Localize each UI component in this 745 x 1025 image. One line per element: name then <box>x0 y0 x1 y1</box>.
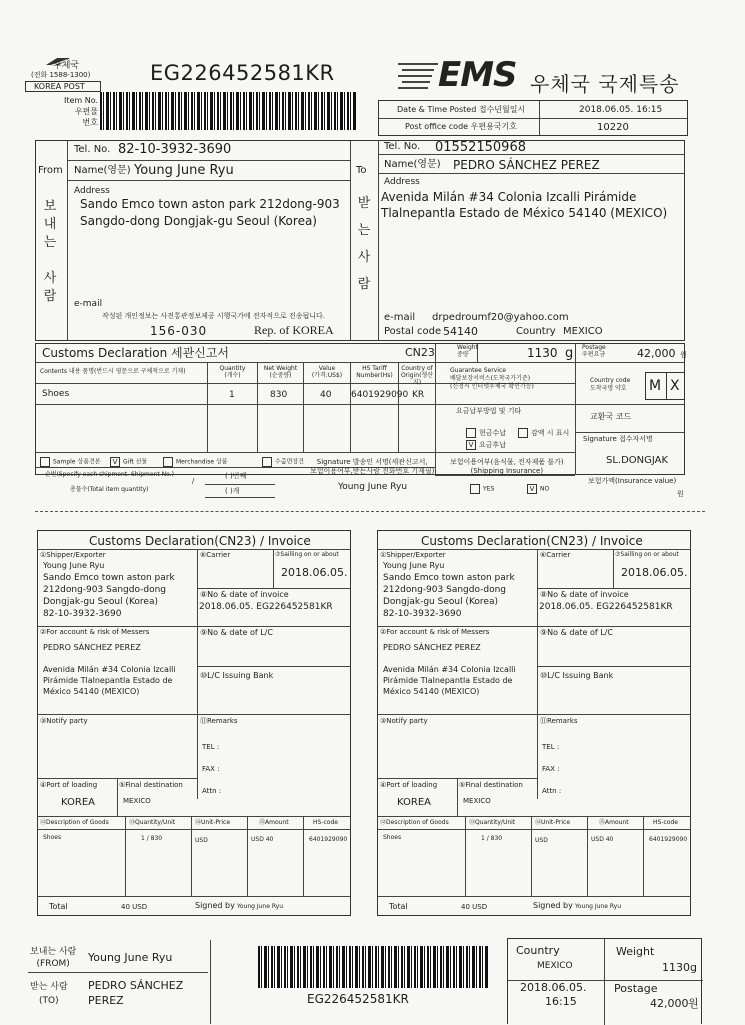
sailing-label: ⑦Sailling on or about <box>615 551 679 558</box>
gift-checkbox[interactable]: V <box>110 457 120 467</box>
col-qty: Quantity (개수) <box>219 365 246 379</box>
footer-to-label: 받는 사람 (TO) <box>30 982 68 1006</box>
receiver-vertical-label: 받 는 사 람 <box>357 196 371 292</box>
hs-label: HS-code <box>653 819 678 826</box>
korea-post-kr: 우체국 <box>53 61 80 71</box>
customs-cn23: CN23 <box>405 346 435 359</box>
amount-label: ⑮Amount <box>259 819 289 826</box>
ems-title-kr: 우체국 국제특송 <box>530 72 680 96</box>
qty-label: ⑬Quantity/Unit <box>469 819 516 826</box>
from-label: From <box>38 165 63 176</box>
country-code-box-1: M <box>645 372 667 400</box>
country-code-label: Country code 도착국명 약호 <box>590 377 631 392</box>
footer-to-name: PEDRO SÁNCHEZ PEREZ <box>88 979 184 1007</box>
customs-weight-unit: g <box>565 346 574 361</box>
item-origin: KR <box>412 390 425 400</box>
remarks-label: ⑪Remarks <box>200 717 238 725</box>
account-label: ②For account & risk of Messers <box>40 628 150 636</box>
other-option[interactable]: 수출면장건 <box>262 457 304 467</box>
desc-label: ⑫Description of Goods <box>40 819 109 826</box>
sailing-date: 2018.06.05. <box>281 566 348 579</box>
receiver-name-label: Name(영문) <box>384 159 441 170</box>
card-checkbox[interactable] <box>518 428 528 438</box>
footer-postage: 42,000 <box>650 997 689 1010</box>
sender-address-line2: Sangdo-dong Dongjak-gu Seoul (Korea) <box>80 214 317 228</box>
receiver-country-label: Country <box>516 326 556 337</box>
item-value: 40 <box>320 390 332 400</box>
item-desc: Shoes <box>43 834 62 841</box>
col-weight: Net Weight (순중량) <box>263 365 298 379</box>
item-unit: USD <box>195 837 208 844</box>
port-label: ④Port of loading <box>40 781 98 789</box>
dest: MEXICO <box>463 797 491 805</box>
customs-weight: 1130 <box>527 346 558 360</box>
cash-checkbox[interactable] <box>466 428 476 438</box>
account-info: PEDRO SÁNCHEZ PEREZ Avenida Milán #34 Colonia Izcalli Pirámide Tlalnepantla Estado de México 54140 (MEXICO) <box>383 643 516 696</box>
korea-post-logo <box>25 52 103 92</box>
sender-name-label: Name(영문) <box>74 165 131 176</box>
post-office-label: Post office code 우편용국기호 <box>405 122 517 131</box>
signature-label: Signature 접수자서명 <box>583 435 653 443</box>
item-hs: 6401929090 <box>649 836 688 843</box>
sender-address-line1: Sando Emco town aston park 212dong-903 <box>80 197 340 211</box>
total-value: 40 USD <box>461 903 488 911</box>
attn-label: Attn : <box>202 787 222 795</box>
footer-country-label: Country <box>516 944 560 957</box>
footer-weight: 1130 <box>662 961 690 974</box>
amount-label: ⑮Amount <box>599 819 629 826</box>
ems-wordmark: EMS <box>438 55 517 95</box>
insurance-yes[interactable]: YES <box>470 484 494 494</box>
port-label: ④Port of loading <box>380 781 438 789</box>
footer-tracking-number: EG226452581KR <box>307 992 409 1006</box>
dest: MEXICO <box>123 797 151 805</box>
korea-post-tel: (전화 1588-1300) <box>31 71 91 79</box>
item-hs: 6401929090 <box>309 836 348 843</box>
remarks-label: ⑪Remarks <box>540 717 578 725</box>
receiver-country: MEXICO <box>563 326 603 337</box>
tel-label: TEL : <box>202 743 220 751</box>
shipper-info: Young June Ryu Sando Emco town aston park 212dong-903 Sangdo-dong Dongjak-gu Seoul (Korea) 82-10-3932-3690 <box>383 561 515 619</box>
customs-postage-unit: 원 <box>680 351 687 359</box>
receiver-postcode: 54140 <box>443 325 478 338</box>
date-value: 2018.06.05. 16:15 <box>579 105 663 115</box>
sailing-date: 2018.06.05. <box>621 566 688 579</box>
guarantee-label: Guarantee Service 배달보장서비스(도착국가기준) (신청시 인터넷우체국 확인가능) <box>450 367 534 390</box>
footer-time: 16:15 <box>545 995 577 1008</box>
receiver-address-label: Address <box>384 177 420 187</box>
sender-address-label: Address <box>74 186 110 196</box>
insurance-value-label: 보험가액(Insurance value) <box>588 477 677 485</box>
signed-name: Young June Ryu <box>575 903 622 910</box>
item-qty: 1 / 830 <box>481 835 503 842</box>
port: KOREA <box>61 797 95 808</box>
korea-post-en: KOREA POST <box>34 82 85 91</box>
date-label: Date & Time Posted 접수년월일시 <box>397 105 526 114</box>
col-origin: Country of Origin(생산지) <box>400 365 434 386</box>
col-hs: HS Tariff Number(Hs) <box>356 365 393 379</box>
footer-from-label: 보내는 사람 (FROM) <box>30 947 77 969</box>
cash-option[interactable]: 현금수납 <box>466 428 506 438</box>
footer-weight-label: Weight <box>616 945 655 958</box>
fax-label: FAX : <box>542 765 560 773</box>
post-office-value: 10220 <box>597 122 629 133</box>
tel-label: TEL : <box>542 743 560 751</box>
sender-signature: Young June Ryu <box>338 482 408 492</box>
sailing-label: ⑦Sailling on or about <box>275 551 339 558</box>
tracking-number: EG226452581KR <box>150 61 335 85</box>
item-amount: USD 40 <box>251 836 274 843</box>
carrier-label: ⑥Carrier <box>540 551 571 559</box>
receiver-tel-label: Tel. No. <box>384 141 421 152</box>
postpaid-checkbox[interactable]: V <box>466 440 476 450</box>
receiver-name: PEDRO SÁNCHEZ PEREZ <box>453 158 600 172</box>
footer-date: 2018.06.05. <box>520 981 587 994</box>
footer-weight-unit: g <box>690 961 697 974</box>
item-no-label: Item No. 우편물 번호 <box>63 96 98 127</box>
item-desc: Shoes <box>42 389 70 399</box>
acceptor-signature: SL.DONGJAK <box>606 455 669 466</box>
merchandise-option[interactable]: Merchandise 상품 <box>163 457 228 467</box>
total-label: Total <box>49 902 68 911</box>
ems-logo <box>398 56 523 98</box>
lc-label: ⑨No & date of L/C <box>200 628 273 637</box>
insurance-yes-checkbox[interactable] <box>470 484 480 494</box>
sender-postcode: 156-030 <box>150 324 208 338</box>
sender-email-label: e-mail <box>74 299 103 309</box>
col-value: Value (가격:US$) <box>311 365 343 379</box>
unit-price-label: ⑭Unit-Price <box>195 819 231 826</box>
col-contents: Contents 내용 품명(반드시 영문으로 구체적으로 기재) <box>40 368 186 375</box>
lc-bank-label: ⑩L/C Issuing Bank <box>540 671 614 680</box>
dest-label: ⑤Final destination <box>459 781 523 789</box>
lc-bank-label: ⑩L/C Issuing Bank <box>200 671 274 680</box>
insurance-label: 보험이용여부(음식물, 전자제품 불가) (Shipping Insurance) <box>450 458 564 475</box>
footer-postage-unit: 원 <box>688 997 699 1010</box>
lc-label: ⑨No & date of L/C <box>540 628 613 637</box>
country-code-box-2: X <box>666 372 685 400</box>
port: KOREA <box>397 797 431 808</box>
attn-label: Attn : <box>542 787 562 795</box>
invoice-left <box>37 530 351 916</box>
barcode-bottom <box>258 946 488 988</box>
item-amount: USD 40 <box>591 836 614 843</box>
footer-postage-label: Postage <box>614 982 658 995</box>
insurance-no[interactable]: V NO <box>527 484 549 494</box>
reason-label: 요금납부방법 및 기타 <box>456 407 522 415</box>
cut-line <box>35 511 705 512</box>
customs-postage: 42,000 <box>637 347 676 360</box>
customs-postage-label: Postage 우편요금 <box>582 344 606 358</box>
item-unit: USD <box>535 837 548 844</box>
customs-title: Customs Declaration 세관신고서 <box>42 346 229 360</box>
receiver-email: drpedroumf20@yahoo.com <box>432 312 569 323</box>
invoice-no: 2018.06.05. EG226452581KR <box>199 602 333 612</box>
footer-from-name: Young June Ryu <box>88 951 173 964</box>
item-qty: 1 <box>229 390 235 400</box>
footer-country: MEXICO <box>537 961 573 971</box>
to-label: To <box>356 165 367 176</box>
shipper-label: ①Shipper/Exporter <box>380 551 446 559</box>
shipper-label: ①Shipper/Exporter <box>40 551 106 559</box>
fax-label: FAX : <box>202 765 220 773</box>
signed-name: Young June Ryu <box>237 903 284 910</box>
item-desc: Shoes <box>383 834 402 841</box>
shipper-info: Young June Ryu Sando Emco town aston park 212dong-903 Sangdo-dong Dongjak-gu Seoul (Korea) 82-10-3932-3690 <box>43 561 175 619</box>
carrier-label: ⑥Carrier <box>200 551 231 559</box>
invoice-title: Customs Declaration(CN23) / Invoice <box>89 534 311 548</box>
shipment-separator: / <box>192 477 195 485</box>
sender-vertical-label: 보 내 는 사 람 <box>43 199 57 304</box>
gift-option[interactable]: V Gift 선물 <box>110 457 147 467</box>
receiver-address-line2: Tlalnepantla Estado de México 54140 (MEXICO) <box>381 206 668 220</box>
exchange-label: 교환국 코드 <box>590 412 632 421</box>
signed-label: Signed by <box>195 901 235 910</box>
receiver-postcode-label: Postal code <box>384 326 442 337</box>
item-qty: 1 / 830 <box>141 835 163 842</box>
receiver-address-line1: Avenida Milán #34 Colonia Izcalli Pirámide <box>381 190 637 204</box>
receiver-tel: 01552150968 <box>435 140 526 155</box>
total-qty: ( )개 <box>225 487 240 495</box>
qty-label: ⑬Quantity/Unit <box>129 819 176 826</box>
other-checkbox[interactable] <box>262 457 272 467</box>
sender-country: Rep. of KOREA <box>254 323 334 337</box>
sender-tel: 82-10-3932-3690 <box>118 142 232 157</box>
notify-label: ③Notify party <box>380 717 428 725</box>
insurance-no-checkbox[interactable]: V <box>527 484 537 494</box>
desc-label: ⑫Description of Goods <box>380 819 449 826</box>
signed-label: Signed by <box>533 901 573 910</box>
notify-label: ③Notify party <box>40 717 88 725</box>
sender-tel-label: Tel. No. <box>74 144 111 155</box>
invoice-title: Customs Declaration(CN23) / Invoice <box>421 534 643 548</box>
merchandise-checkbox[interactable] <box>163 457 173 467</box>
insurance-value-unit: 원 <box>677 490 684 498</box>
sample-option[interactable]: Sample 상품견본 <box>40 457 101 467</box>
receiver-email-label: e-mail <box>384 312 416 323</box>
sample-checkbox[interactable] <box>40 457 50 467</box>
card-option[interactable]: 감액 시 표시 <box>518 428 569 438</box>
sender-signature-label: Signature 발송인 서명(세관신고서, 보험이용여부,받는사람 전화번호 기재필) <box>310 458 435 475</box>
account-info: PEDRO SÁNCHEZ PEREZ Avenida Milán #34 Colonia Izcalli Pirámide Tlalnepantla Estado de México 54140 (MEXICO) <box>43 643 176 696</box>
privacy-note: 작성된 개인정보는 사전통관정보제공 시행국가에 전자적으로 전송됩니다. <box>102 312 325 320</box>
dest-label: ⑤Final destination <box>119 781 183 789</box>
total-qty-label: 총물수(Total item quantity) <box>70 486 149 493</box>
date-postoffice-box <box>378 100 688 136</box>
customs-weight-label: Weight 중량 <box>457 344 478 358</box>
invoice-no-label: ⑧No & date of invoice <box>540 590 629 599</box>
barcode-top <box>100 92 356 130</box>
item-hs: 6401929090 <box>351 390 409 400</box>
invoice-no-label: ⑧No & date of invoice <box>200 590 289 599</box>
shipment-label: 순번(Specify each shipment. Shipment No.) <box>45 471 174 478</box>
sender-name: Young June Ryu <box>134 163 234 178</box>
total-label: Total <box>389 902 408 911</box>
invoice-right <box>377 530 691 916</box>
invoice-no: 2018.06.05. EG226452581KR <box>539 602 673 612</box>
shipment-no: ( )번째 <box>225 472 247 480</box>
postpaid-option[interactable]: V 요금후납 <box>466 440 506 450</box>
hs-label: HS-code <box>313 819 338 826</box>
unit-price-label: ⑭Unit-Price <box>535 819 571 826</box>
account-label: ②For account & risk of Messers <box>380 628 490 636</box>
item-weight: 830 <box>270 390 288 400</box>
total-value: 40 USD <box>121 903 148 911</box>
